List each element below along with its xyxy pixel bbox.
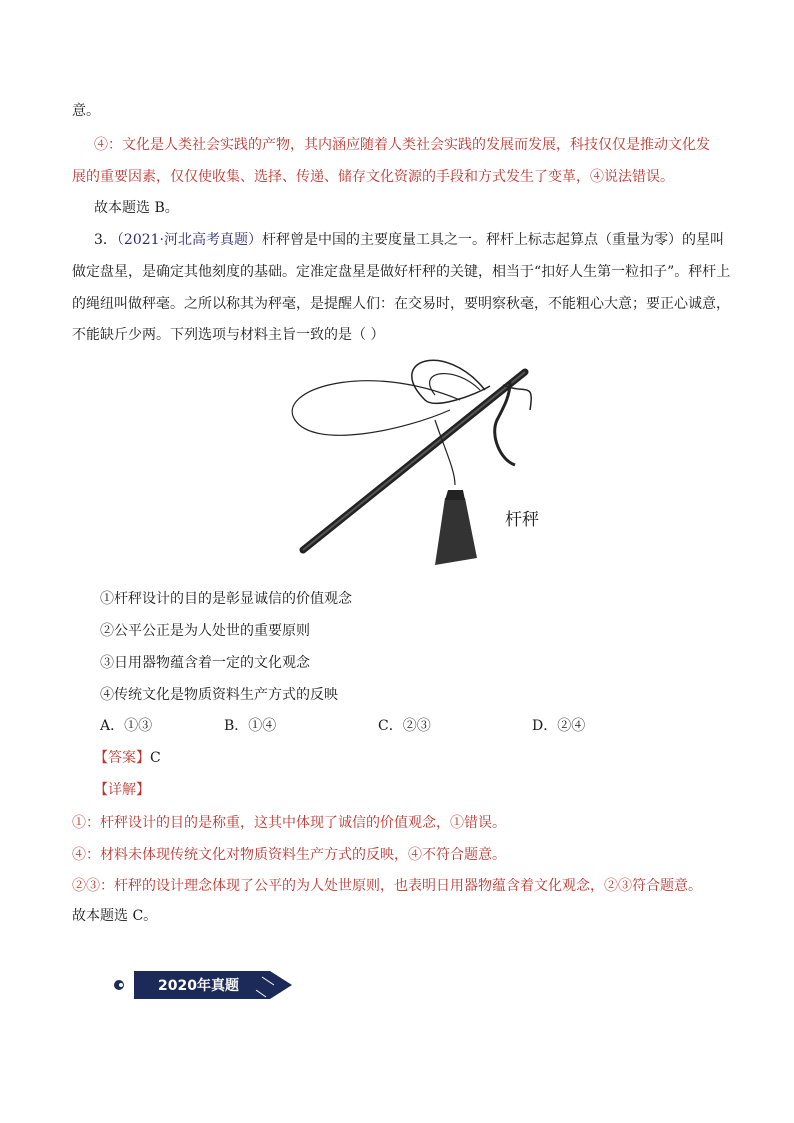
question-text-line: 不能缺斤少两。下列选项与材料主旨一致的是（ ） <box>72 327 385 343</box>
detail-label: 【详解】 <box>94 782 150 798</box>
answer-label: 【答案】 <box>94 750 150 766</box>
question-source: （2021·河北高考真题） <box>116 232 263 248</box>
explanation-line: 展的重要因素，仅仅使收集、选择、传递、储存文化资源的手段和方式发生了变革，④说法错误。 <box>72 169 674 185</box>
question-text-line: 的绳纽叫做秤毫。之所以称其为秤毫，是提醒人们：在交易时，要明察秋毫，不能粗心大意；要正心诚意， <box>72 296 730 312</box>
statement-item: ②公平公正是为人处世的重要原则 <box>100 623 310 639</box>
answer-line <box>94 748 161 768</box>
conclusion-line: 故本题选 C。 <box>72 908 158 924</box>
detail-line: ④：材料未体现传统文化对物质资料生产方式的反映，④不符合题意。 <box>72 847 506 863</box>
statement-item: ④传统文化是物质资料生产方式的反映 <box>100 687 338 703</box>
option-a: A．①③ <box>100 718 153 734</box>
steelyard-drawing <box>285 350 585 580</box>
option-b: B．①④ <box>224 718 277 734</box>
section-title: 2020年真题 <box>158 978 239 994</box>
conclusion-line: 故本题选 B。 <box>94 200 179 216</box>
statement-item: ①杆秤设计的目的是彰显诚信的价值观念 <box>100 591 352 607</box>
option-c: C．②③ <box>378 718 431 734</box>
detail-line: ①：杆秤设计的目的是称重，这其中体现了诚信的价值观念，①错误。 <box>72 815 506 831</box>
question-text: 杆秤曾是中国的主要度量工具之一。秤杆上标志起算点（重量为零）的星叫 <box>262 232 725 248</box>
question-number: 3． <box>94 232 117 248</box>
section-banner <box>110 968 300 1002</box>
statement-item: ③日用器物蕴含着一定的文化观念 <box>100 655 310 671</box>
question-text-line: 做定盘星，是确定其他刻度的基础。定准定盘星是做好杆秤的关键，相当于“扣好人生第一粒扣子”。秤杆上 <box>72 264 731 280</box>
steelyard-image <box>285 350 585 580</box>
continuation-text: 意。 <box>72 103 100 119</box>
answer-value: C <box>150 750 161 766</box>
question-3-line <box>94 230 724 250</box>
detail-line: ②③：杆秤的设计理念体现了公平的为人处世原则，也表明日用器物蕴含着文化观念，②③符合题意。 <box>72 878 702 894</box>
image-caption: 杆秤 <box>505 510 539 530</box>
explanation-line: ④：文化是人类社会实践的产物，其内涵应随着人类社会实践的发展而发展，科技仅仅是推动文化发 <box>94 137 710 153</box>
option-d: D．②④ <box>532 718 586 734</box>
